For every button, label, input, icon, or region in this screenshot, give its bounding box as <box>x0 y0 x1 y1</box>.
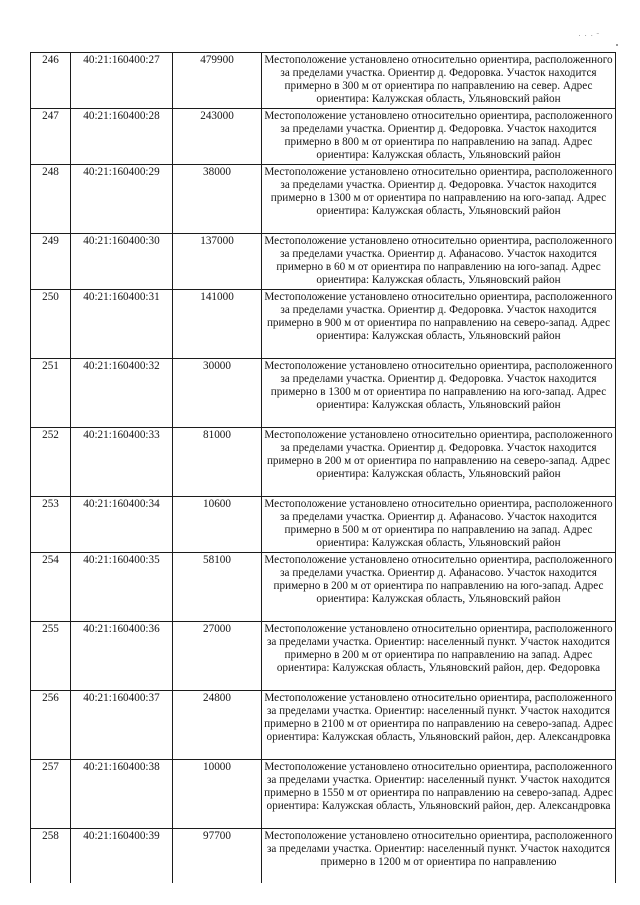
table-row <box>31 553 616 622</box>
cadastral-number: 40:21:160400:35 <box>71 553 173 622</box>
table-row <box>31 829 616 884</box>
cadastral-number: 40:21:160400:37 <box>71 691 173 760</box>
table-row <box>31 359 616 428</box>
table-row <box>31 290 616 359</box>
cadastral-number: 40:21:160400:31 <box>71 290 173 359</box>
cadastral-number: 40:21:160400:39 <box>71 829 173 884</box>
row-number: 253 <box>31 497 71 553</box>
plot-area: 479900 <box>173 53 262 109</box>
plot-area: 30000 <box>173 359 262 428</box>
cadastral-number: 40:21:160400:36 <box>71 622 173 691</box>
plot-location: Местоположение установлено относительно ориентира, расположенного за пределами участка. Ориентир д. Федоровка. Участок находится примерно в 900 м от ориентира по направлению на северо-запад. Адрес ориентира: Калужская область, Ульяновский район <box>262 290 616 359</box>
plot-location: Местоположение установлено относительно ориентира, расположенного за пределами участка. Ориентир: населенный пункт. Участок находится примерно в 1550 м от ориентира по направлению на северо-запад. Адрес ориентира: Калужская область, Ульяновский район, дер. Александровка <box>262 760 616 829</box>
plot-area: 243000 <box>173 109 262 165</box>
cadastral-number: 40:21:160400:32 <box>71 359 173 428</box>
table-row <box>31 428 616 497</box>
plot-location: Местоположение установлено относительно ориентира, расположенного за пределами участка. Ориентир д. Афанасово. Участок находится примерно в 500 м от ориентира по направлению на запад. Адрес ориентира: Калужская область, Ульяновский район <box>262 497 616 553</box>
plot-area: 24800 <box>173 691 262 760</box>
cadastral-number: 40:21:160400:30 <box>71 234 173 290</box>
row-number: 257 <box>31 760 71 829</box>
cadastral-number: 40:21:160400:28 <box>71 109 173 165</box>
row-number: 252 <box>31 428 71 497</box>
cadastral-number: 40:21:160400:29 <box>71 165 173 234</box>
row-number: 258 <box>31 829 71 884</box>
row-number: 247 <box>31 109 71 165</box>
plot-area: 58100 <box>173 553 262 622</box>
plot-location: Местоположение установлено относительно ориентира, расположенного за пределами участка. Ориентир д. Афанасово. Участок находится примерно в 200 м от ориентира по направлению на юго-запад. Адрес ориентира: Калужская область, Ульяновский район <box>262 553 616 622</box>
plot-area: 141000 <box>173 290 262 359</box>
plot-area: 27000 <box>173 622 262 691</box>
row-number: 256 <box>31 691 71 760</box>
table-row <box>31 109 616 165</box>
plot-area: 10600 <box>173 497 262 553</box>
table-row <box>31 760 616 829</box>
plot-location: Местоположение установлено относительно ориентира, расположенного за пределами участка. Ориентир: населенный пункт. Участок находится примерно в 200 м от ориентира по направлению на запад. Адрес ориентира: Калужская область, Ульяновский район, дер. Федоровка <box>262 622 616 691</box>
plot-location: Местоположение установлено относительно ориентира, расположенного за пределами участка. Ориентир д. Афанасово. Участок находится примерно в 60 м от ориентира по направлению на юго-запад. Адрес ориентира: Калужская область, Ульяновский район <box>262 234 616 290</box>
cadastral-number: 40:21:160400:38 <box>71 760 173 829</box>
row-number: 249 <box>31 234 71 290</box>
table-row <box>31 622 616 691</box>
plot-area: 137000 <box>173 234 262 290</box>
plot-location: Местоположение установлено относительно ориентира, расположенного за пределами участка. Ориентир д. Федоровка. Участок находится примерно в 1300 м от ориентира по направлению на юго-запад. Адрес ориентира: Калужская область, Ульяновский район <box>262 359 616 428</box>
table-row <box>31 165 616 234</box>
cadastral-number: 40:21:160400:27 <box>71 53 173 109</box>
row-number: 250 <box>31 290 71 359</box>
row-number: 255 <box>31 622 71 691</box>
plot-area: 81000 <box>173 428 262 497</box>
plot-location: Местоположение установлено относительно ориентира, расположенного за пределами участка. Ориентир д. Федоровка. Участок находится примерно в 800 м от ориентира по направлению на запад. Адрес ориентира: Калужская область, Ульяновский район <box>262 109 616 165</box>
row-number: 254 <box>31 553 71 622</box>
table-row <box>31 234 616 290</box>
table-row <box>31 497 616 553</box>
plot-area: 97700 <box>173 829 262 884</box>
scan-artifact-mark: · · · ˉ <box>578 32 600 40</box>
row-number: 248 <box>31 165 71 234</box>
plot-area: 38000 <box>173 165 262 234</box>
cadastral-number: 40:21:160400:33 <box>71 428 173 497</box>
plot-area: 10000 <box>173 760 262 829</box>
table-row <box>31 53 616 109</box>
row-number: 246 <box>31 53 71 109</box>
row-number: 251 <box>31 359 71 428</box>
land-plots-table <box>30 52 616 883</box>
plot-location: Местоположение установлено относительно ориентира, расположенного за пределами участка. Ориентир д. Федоровка. Участок находится примерно в 200 м от ориентира по направлению на северо-запад. Адрес ориентира: Калужская область, Ульяновский район <box>262 428 616 497</box>
plot-location: Местоположение установлено относительно ориентира, расположенного за пределами участка. Ориентир: населенный пункт. Участок находится примерно в 1200 м от ориентира по направлению <box>262 829 616 884</box>
plot-location: Местоположение установлено относительно ориентира, расположенного за пределами участка. Ориентир: населенный пункт. Участок находится примерно в 2100 м от ориентира по направлению на северо-запад. Адрес ориентира: Калужская область, Ульяновский район, дер. Александровка <box>262 691 616 760</box>
scan-artifact-dot <box>616 44 618 46</box>
table-row <box>31 691 616 760</box>
plot-location: Местоположение установлено относительно ориентира, расположенного за пределами участка. Ориентир д. Федоровка. Участок находится примерно в 1300 м от ориентира по направлению на юго-запад. Адрес ориентира: Калужская область, Ульяновский район <box>262 165 616 234</box>
plot-location: Местоположение установлено относительно ориентира, расположенного за пределами участка. Ориентир д. Федоровка. Участок находится примерно в 300 м от ориентира по направлению на север. Адрес ориентира: Калужская область, Ульяновский район <box>262 53 616 109</box>
cadastral-number: 40:21:160400:34 <box>71 497 173 553</box>
